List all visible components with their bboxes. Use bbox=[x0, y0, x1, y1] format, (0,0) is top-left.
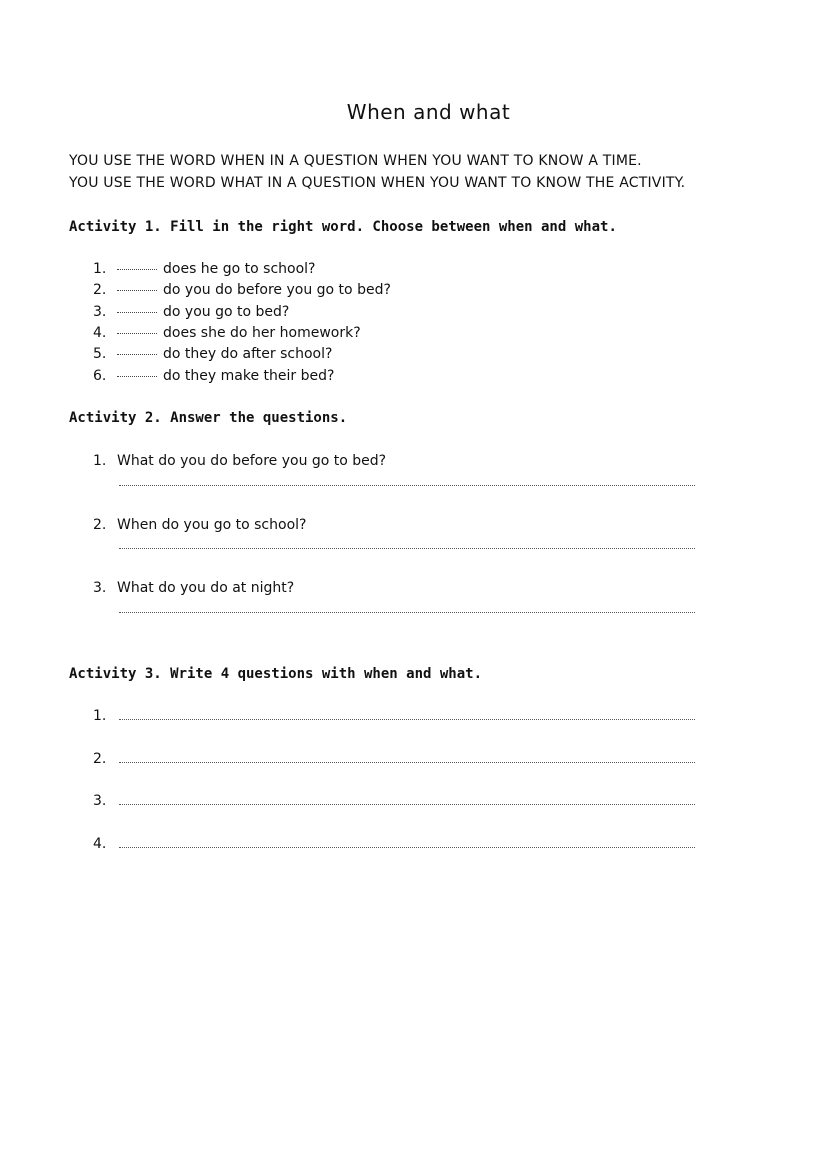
activity-3-number: 1. bbox=[93, 708, 107, 724]
question-write-line[interactable] bbox=[119, 762, 695, 763]
activity-1-item-text: does she do her homework? bbox=[163, 325, 361, 341]
fill-blank[interactable] bbox=[117, 312, 157, 313]
activity-2-number: 1. bbox=[93, 453, 107, 469]
activity-1-number: 1. bbox=[93, 261, 107, 277]
activity-1-item bbox=[117, 261, 315, 277]
activity-3-number: 3. bbox=[93, 793, 107, 809]
activity-2-number: 2. bbox=[93, 517, 107, 533]
activity-1-item-text: do they make their bed? bbox=[163, 368, 335, 384]
activity-1-item-text: do you go to bed? bbox=[163, 304, 290, 320]
intro-line-what: YOU USE THE WORD WHAT IN A QUESTION WHEN YOU WANT TO KNOW THE ACTIVITY. bbox=[69, 175, 686, 191]
fill-blank[interactable] bbox=[117, 290, 157, 291]
activity-1-item bbox=[117, 304, 289, 320]
activity-1-number: 6. bbox=[93, 368, 107, 384]
activity-3-number: 2. bbox=[93, 751, 107, 767]
activity-1-number: 2. bbox=[93, 282, 107, 298]
fill-blank[interactable] bbox=[117, 376, 157, 377]
activity-2-question: When do you go to school? bbox=[117, 517, 307, 533]
fill-blank[interactable] bbox=[117, 333, 157, 334]
activity-1-number: 4. bbox=[93, 325, 107, 341]
activity-1-item bbox=[117, 346, 332, 362]
activity-2-heading: Activity 2. Answer the questions. bbox=[69, 410, 348, 426]
answer-line[interactable] bbox=[119, 485, 695, 486]
answer-line[interactable] bbox=[119, 548, 695, 549]
activity-1-item bbox=[117, 282, 391, 298]
answer-line[interactable] bbox=[119, 612, 695, 613]
activity-2-question: What do you do at night? bbox=[117, 580, 295, 596]
activity-1-heading: Activity 1. Fill in the right word. Choose between when and what. bbox=[69, 219, 617, 235]
fill-blank[interactable] bbox=[117, 354, 157, 355]
activity-2-number: 3. bbox=[93, 580, 107, 596]
activity-1-item-text: do they do after school? bbox=[163, 346, 333, 362]
question-write-line[interactable] bbox=[119, 804, 695, 805]
intro-line-when: YOU USE THE WORD WHEN IN A QUESTION WHEN YOU WANT TO KNOW A TIME. bbox=[69, 153, 642, 169]
fill-blank[interactable] bbox=[117, 269, 157, 270]
page-title: When and what bbox=[346, 100, 511, 124]
activity-1-number: 5. bbox=[93, 346, 107, 362]
activity-1-item-text: does he go to school? bbox=[163, 261, 316, 277]
question-write-line[interactable] bbox=[119, 719, 695, 720]
activity-1-item-text: do you do before you go to bed? bbox=[163, 282, 391, 298]
activity-2-question: What do you do before you go to bed? bbox=[117, 453, 387, 469]
activity-1-item bbox=[117, 325, 361, 341]
activity-1-item bbox=[117, 368, 334, 384]
activity-3-heading: Activity 3. Write 4 questions with when and what. bbox=[69, 666, 483, 682]
question-write-line[interactable] bbox=[119, 847, 695, 848]
activity-1-number: 3. bbox=[93, 304, 107, 320]
activity-3-number: 4. bbox=[93, 836, 107, 852]
